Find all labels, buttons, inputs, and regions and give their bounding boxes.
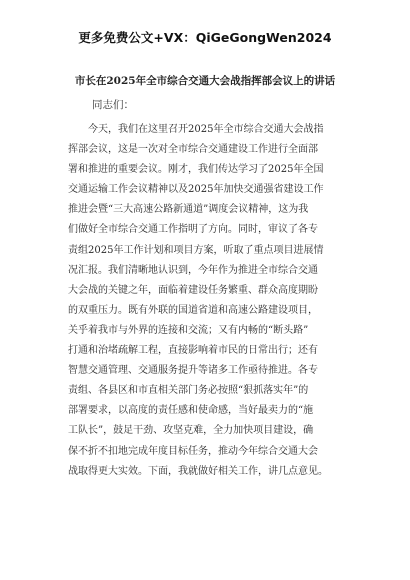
watermark-header: 更多免费公文+VX：QiGeGongWen2024 [78, 30, 332, 45]
body-line: 智慧交通管理、交通服务提升等诸多工作亟待推进。各专 [68, 365, 318, 377]
body-line: 们做好全市综合交通工作指明了方向。同时，审议了各专 [68, 224, 318, 236]
body-line: 大会战的关键之年，面临着建设任务繁重、群众高度期盼 [68, 284, 318, 296]
body-line: 署和推进的重要会议。刚才，我们传达学习了2025年全国 [68, 164, 324, 176]
body-line: 的双重压力。既有外联的国道省道和高速公路建设项目， [68, 304, 318, 316]
body-line: 责组、各县区和市直相关部门务必按照“狠抓落实年”的 [68, 385, 309, 397]
salutation: 同志们： [92, 99, 134, 111]
body-paragraph [68, 120, 350, 482]
body-line: 推进会暨“三大高速公路新通道”调度会议精神，这为我 [68, 204, 309, 216]
body-line: 责组2025年工作计划和项目方案，听取了重点项目进展情 [68, 244, 324, 256]
body-line: 关乎着我市与外界的连接和交流；又有内畅的“断头路” [68, 324, 309, 336]
body-line: 打通和治堵疏解工程，直接影响着市民的日常出行；还有 [68, 345, 318, 357]
body-line: 交通运输工作会议精神以及2025年加快交通强省建设工作 [68, 184, 324, 196]
body-line: 工队长”，鼓足干劲、攻坚克难，全力加快项目建设，确 [68, 425, 314, 437]
body-line: 保不折不扣地完成年度目标任务，推动今年综合交通大会 [68, 445, 318, 457]
body-line: 况汇报。我们清晰地认识到，今年作为推进全市综合交通 [68, 264, 318, 276]
body-line: 战取得更大实效。下面，我就做好相关工作，讲几点意见。 [68, 465, 328, 477]
document-title: 市长在2025年全市综合交通大会战指挥部会议上的讲话 [74, 75, 336, 87]
body-line: 今天，我们在这里召开2025年全市综合交通大会战指 [88, 124, 324, 135]
body-line: 部署要求，以高度的责任感和使命感，当好最卖力的“施 [68, 405, 314, 417]
body-line: 挥部会议，这是一次对全市综合交通建设工作进行全面部 [68, 144, 318, 156]
